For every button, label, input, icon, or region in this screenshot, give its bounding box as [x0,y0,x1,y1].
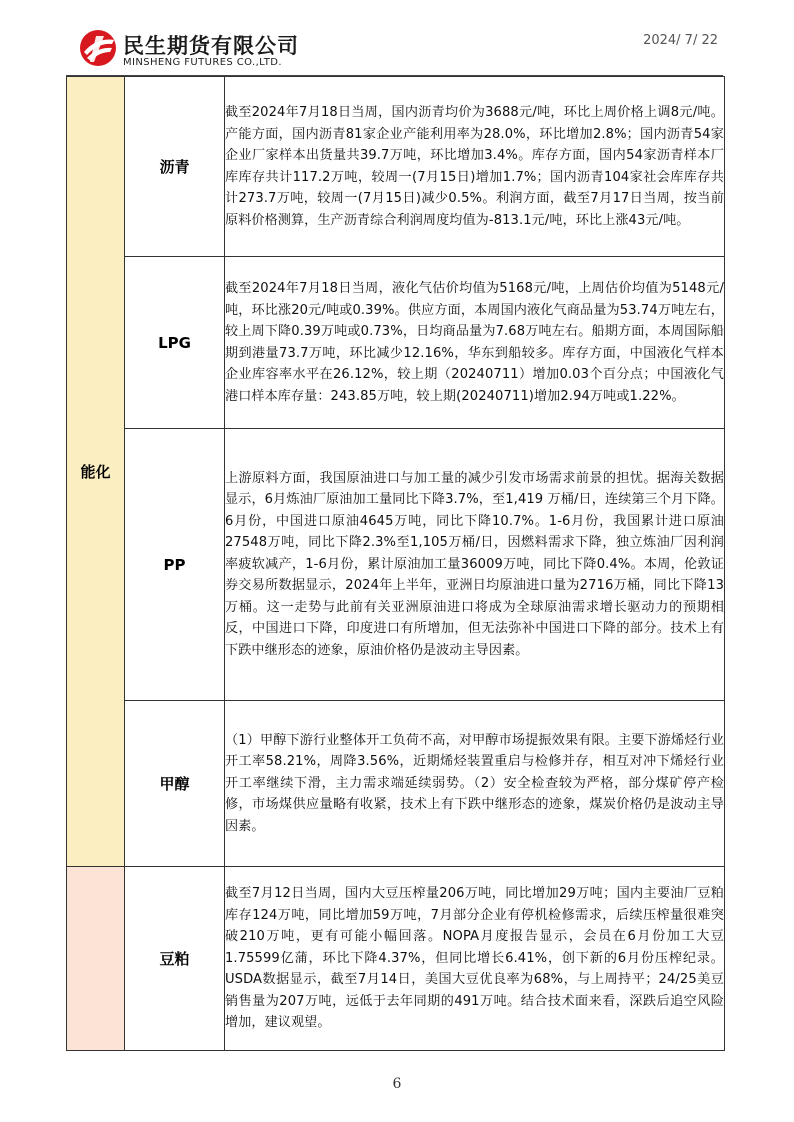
table-row [67,701,725,867]
report-date: 2024/ 7/ 22 [643,33,718,48]
page-header [0,0,794,76]
product-analysis: 截至2024年7月18日当周，国内沥青均价为3688元/吨，环比上周价格上调8元/吨。产能方面，国内沥青81家企业产能利用率为28.0%，环比增加2.8%；国内沥青54家企业厂家样本出货量共39.7万吨，环比增加3.4%。库存方面，国内54家沥青样本厂库库存共计117.2万吨，较周一(7月15日)增加1.7%；国内沥青104家社会库库存共计273.7万吨，较周一(7月15日)减少0.5%。利润方面，截至7月17日当周，按当前原料价格测算，生产沥青综合利润周度均值为-813.1元/吨，环比上涨43元/吨。 [225,77,725,257]
sector-label [67,867,125,1051]
product-name: 甲醇 [125,701,225,867]
table-row [67,257,725,429]
product-analysis: （1）甲醇下游行业整体开工负荷不高，对甲醇市场提振效果有限。主要下游烯烃行业开工率58.21%，周降3.56%，近期烯烃装置重启与检修并存，相互对冲下烯烃行业开工率继续下滑，主力需求端延续弱势。（2）安全检查较为严格，部分煤矿停产检修，市场煤供应量略有收紧，技术上有下跌中继形态的迹象，煤炭价格仍是波动主导因素。 [225,701,725,867]
sector-label: 能化 [67,77,125,867]
product-name: LPG [125,257,225,429]
product-analysis: 截至2024年7月18日当周，液化气估价均值为5168元/吨，上周估价均值为5148元/吨，环比涨20元/吨或0.39%。供应方面，本周国内液化气商品量为53.74万吨左右，较上周下降0.39万吨或0.73%，日均商品量为7.68万吨左右。船期方面，本周国际船期到港量73.7万吨，环比减少12.16%，华东到船较多。库存方面，中国液化气样本企业库容率水平在26.12%，较上期（20240711）增加0.03个百分点；中国液化气港口样本库存量：243.85万吨，较上期(20240711)增加2.94万吨或1.22%。 [225,257,725,429]
product-name: 豆粕 [125,867,225,1051]
brand-name-cn: 民生期货有限公司 [123,34,299,58]
table-row [67,429,725,701]
product-analysis: 上游原料方面，我国原油进口与加工量的减少引发市场需求前景的担忧。据海关数据显示，6月炼油厂原油加工量同比下降3.7%，至1,419 万桶/日，连续第三个月下降。6月份，中国进口原油4645万吨，同比下降10.7%。1-6月份，我国累计进口原油27548万吨，同比下降2.3%至1,105万桶/日，因燃料需求下降，独立炼油厂因利润率疲软减产，1-6月份，累计原油加工量36009万吨，同比下降0.4%。本周，伦敦证券交易所数据显示，2024年上半年，亚洲日均原油进口量为2716万桶，同比下降13万桶。这一走势与此前有关亚洲原油进口将成为全球原油需求增长驱动力的预期相反，中国进口下降，印度进口有所增加，但无法弥补中国进口下降的部分。技术上有下跌中继形态的迹象，原油价格仍是波动主导因素。 [225,429,725,701]
minsheng-logo-icon [78,28,118,68]
page-number: 6 [392,1076,402,1092]
commodity-table [66,76,725,1051]
product-name: 沥青 [125,77,225,257]
product-name: PP [125,429,225,701]
table-row [67,867,725,1051]
brand-name-en: MINSHENG FUTURES CO.,LTD. [123,57,282,68]
table-row [67,77,725,257]
product-analysis: 截至7月12日当周，国内大豆压榨量206万吨，同比增加29万吨；国内主要油厂豆粕库存124万吨，同比增加59万吨，7月部分企业有停机检修需求，后续压榨量很难突破210万吨，更有可能小幅回落。NOPA月度报告显示，会员在6月份加工大豆1.75599亿蒲，环比下降4.37%，但同比增长6.41%，创下新的6月份压榨纪录。USDA数据显示，截至7月14日，美国大豆优良率为68%，与上周持平；24/25美豆销售量为207万吨，远低于去年同期的491万吨。结合技术面来看，深跌后追空风险增加，建议观望。 [225,867,725,1051]
